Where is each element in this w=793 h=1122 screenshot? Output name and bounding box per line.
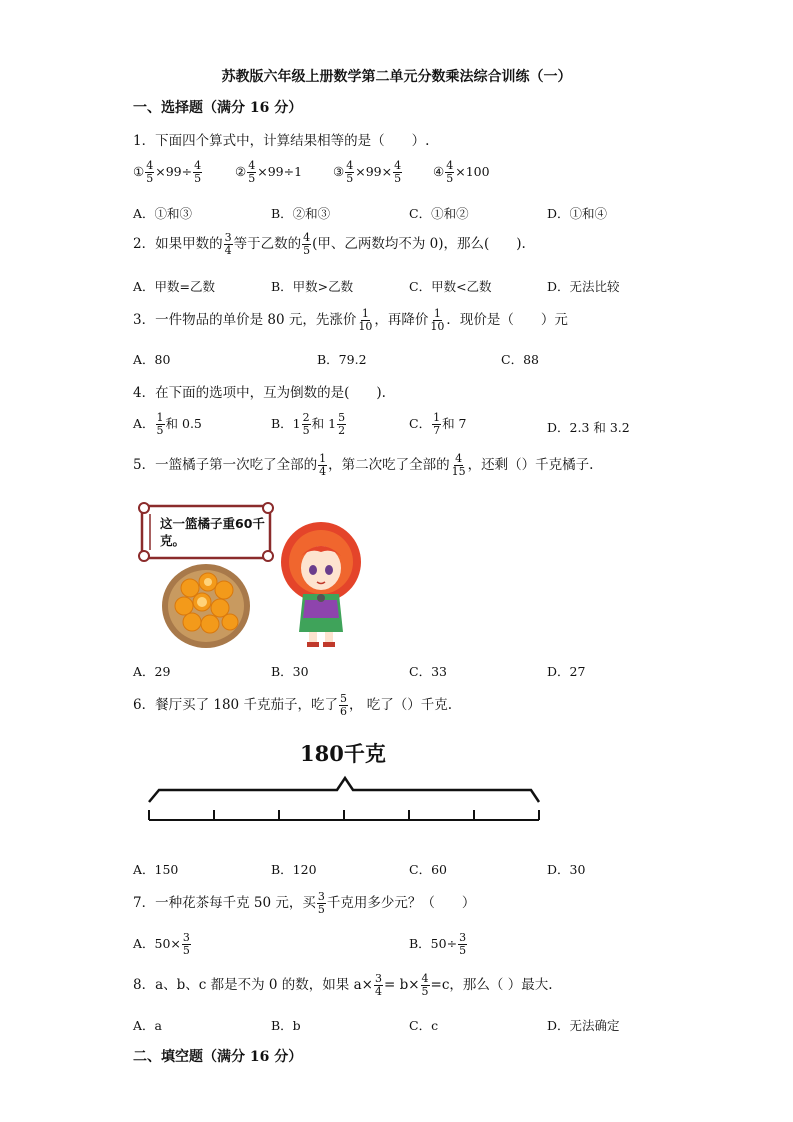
question-5-stem: 5．一篮橘子第一次吃了全部的 $\frac{1}{4}$ ，第二次吃了全部的 $\frac{4}{15}$ ，还剩（）千克橘子. [133, 452, 594, 478]
question-8-stem: 8．a、b、c 都是不为 0 的数，如果 a× $\frac{3}{4}$ = b× $\frac{4}{5}$ =c，那么（ ）最大. [133, 972, 553, 998]
q3-option-c: C．88 [501, 352, 539, 367]
q2-option-b: B．甲数>乙数 [271, 279, 354, 294]
q2-option-a: A．甲数=乙数 [133, 279, 216, 294]
q5-option-a: A．29 [133, 664, 171, 679]
q4-option-c: C． $\frac{1}{7}$ 和 7 [409, 411, 467, 437]
q1-expr-1: ① $\frac{4}{5}$ ×99÷ $\frac{4}{5}$ [133, 159, 202, 185]
diagram-brace [149, 778, 539, 802]
q8-option-c: C．c [409, 1018, 439, 1033]
q5-option-b: B．30 [271, 664, 309, 679]
q5-option-d: D．27 [547, 664, 586, 679]
q1-option-a: A．①和③ [133, 206, 193, 221]
page-title: 苏教版六年级上册数学第二单元分数乘法综合训练（一） [221, 69, 572, 85]
bubble-text: 这一篮橘子重60千克。 [160, 516, 265, 548]
q4-option-d: D．2.3 和 3.2 [547, 420, 630, 435]
q3-option-b: B．79.2 [317, 352, 367, 367]
q2-option-c: C．甲数<乙数 [409, 279, 492, 294]
section-heading-choice: 一、选择题（满分 16 分） [133, 100, 303, 116]
question-2-stem: 2．如果甲数的 $\frac{3}{4}$ 等于乙数的 $\frac{4}{5}$ (甲、乙两数均不为 0)，那么( ). [133, 231, 526, 257]
cartoon-girl-image [275, 522, 367, 648]
diagram-label: 180千克 [300, 741, 386, 766]
q6-option-c: C．60 [409, 862, 447, 877]
question-3-stem: 3．一件物品的单价是 80 元，先涨价 $\frac{1}{10}$ ，再降价 $\frac{1}{10}$ ．现价是（ ）元 [133, 307, 568, 333]
q8-option-a: A．a [133, 1018, 162, 1033]
q8-option-d: D．无法确定 [547, 1018, 620, 1033]
q6-option-b: B．120 [271, 862, 317, 877]
q7-option-a: A．50× $\frac{3}{5}$ [133, 931, 190, 957]
q1-option-c: C．①和② [409, 206, 469, 221]
q6-option-d: D．30 [547, 862, 586, 877]
q1-option-b: B．②和③ [271, 206, 331, 221]
segment-diagram [145, 772, 545, 828]
q3-option-a: A．80 [133, 352, 171, 367]
q1-expr-4: ④ $\frac{4}{5}$ ×100 [433, 159, 490, 185]
question-7-stem: 7．一种花茶每千克 50 元，买 $\frac{3}{5}$ 千克用多少元？（ ） [133, 890, 476, 916]
q5-option-c: C．33 [409, 664, 447, 679]
q1-expr-3: ③ $\frac{4}{5}$ ×99× $\frac{4}{5}$ [333, 159, 402, 185]
q7-option-b: B．50÷ $\frac{3}{5}$ [409, 931, 467, 957]
diagram-ticks [149, 810, 539, 820]
question-6-stem: 6．餐厅买了 180 千克茄子，吃了 $\frac{5}{6}$ ， 吃了（）千克. [133, 692, 453, 718]
q1-expr-2: ② $\frac{4}{5}$ ×99÷1 [235, 159, 303, 185]
section-heading-fill: 二、填空题（满分 16 分） [133, 1049, 303, 1065]
question-1-stem: 1．下面四个算式中，计算结果相等的是（ ）. [133, 133, 430, 149]
q8-option-b: B．b [271, 1018, 301, 1033]
q4-option-a: A． $\frac{1}{5}$ 和 0.5 [133, 411, 202, 437]
question-4-stem: 4．在下面的选项中，互为倒数的是( ). [133, 385, 386, 401]
q2-option-d: D．无法比较 [547, 279, 620, 294]
orange-basket-image [160, 560, 252, 650]
q1-option-d: D．①和④ [547, 206, 608, 221]
q4-option-b: B．1 $\frac{2}{5}$ 和 1 $\frac{5}{2}$ [271, 411, 346, 437]
q6-option-a: A．150 [133, 862, 179, 877]
